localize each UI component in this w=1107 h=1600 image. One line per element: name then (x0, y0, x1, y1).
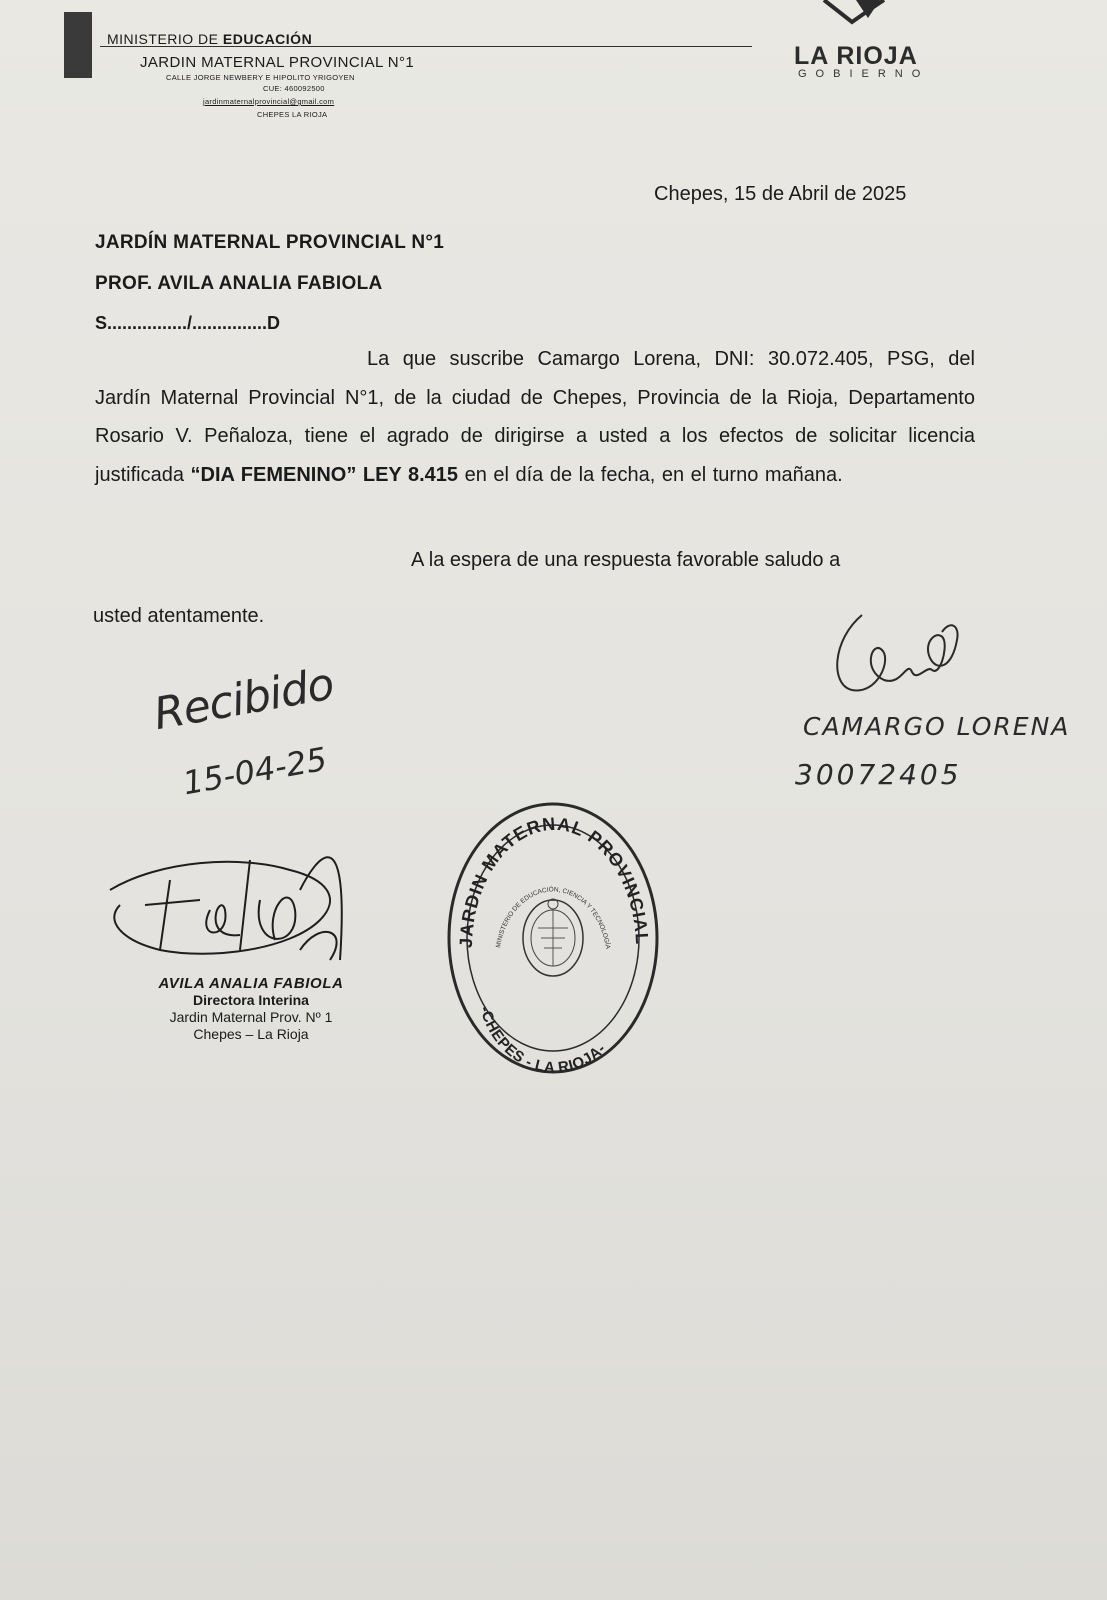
ministry-prefix: MINISTERIO DE (107, 31, 219, 47)
sender-signature-icon (822, 610, 972, 705)
brand-subtitle: GOBIERNO (798, 68, 930, 80)
ministry-bold: EDUCACIÓN (222, 31, 313, 47)
body-text-start: La que suscribe Camargo Lorena, DNI: 30.072.405, PSG, del Jardín Maternal Provincial N°1, de la ciudad de Chepes, Provincia de la Rioja, Departamento Rosario V. Peñaloza, tiene el agrado de dirigirse a usted a los efectos de solicitar licencia justificada (95, 348, 975, 486)
director-stamp (135, 975, 367, 1043)
seal-inner-text: MINISTERIO DE EDUCACIÓN, CIENCIA Y TECNOLOGÍA (495, 886, 612, 950)
received-note: Recibido (150, 658, 338, 741)
school-city: CHEPES LA RIOJA (257, 110, 328, 119)
brand-title: LA RIOJA (794, 42, 918, 70)
letter-date: Chepes, 15 de Abril de 2025 (654, 183, 907, 205)
coat-of-arms-icon (523, 899, 583, 976)
la-rioja-logo-icon (822, 0, 888, 40)
seal-outer-text: JARDIN MATERNAL PROVINCIAL N°1 (433, 782, 653, 951)
received-date: 15-04-25 (180, 739, 330, 803)
body-text-end: en el día de la fecha, en el turno mañana. (458, 463, 843, 486)
school-round-seal (433, 782, 666, 1080)
recipient-name: PROF. AVILA ANALIA FABIOLA (95, 273, 383, 294)
svg-text:MINISTERIO DE EDUCACIÓN, CIENC (495, 884, 612, 950)
closing-line-2: usted atentamente. (93, 605, 265, 627)
director-role: Directora Interina (193, 992, 309, 1008)
director-location: Chepes – La Rioja (193, 1026, 309, 1042)
school-cue: CUE: 460092500 (263, 84, 325, 93)
director-signature-icon (100, 800, 360, 980)
letterhead-bar (64, 12, 92, 78)
school-email: jardinmaternalprovincial@gmail.com (203, 97, 335, 106)
director-institution: Jardin Maternal Prov. Nº 1 (169, 1009, 333, 1025)
ministry-label (107, 31, 312, 47)
director-name: AVILA ANALIA FABIOLA (158, 975, 344, 992)
school-address: CALLE JORGE NEWBERY E HIPOLITO YRIGOYEN (166, 73, 355, 82)
sender-name-handwritten: CAMARGO LORENA (803, 712, 1071, 741)
seal-bottom-text: -CHEPES - LA RIOJA- (476, 1004, 610, 1077)
recipient-institution: JARDÍN MATERNAL PROVINCIAL N°1 (95, 232, 445, 253)
sender-dni-handwritten: 30072405 (795, 758, 962, 791)
closing-line-1: A la espera de una respuesta favorable saludo a (411, 549, 841, 571)
salutation: S................/...............D (95, 313, 281, 333)
letter-body (95, 340, 975, 494)
school-name: JARDIN MATERNAL PROVINCIAL N°1 (140, 54, 415, 71)
body-text-emphasis: “DIA FEMENINO” LEY 8.415 (190, 463, 459, 486)
